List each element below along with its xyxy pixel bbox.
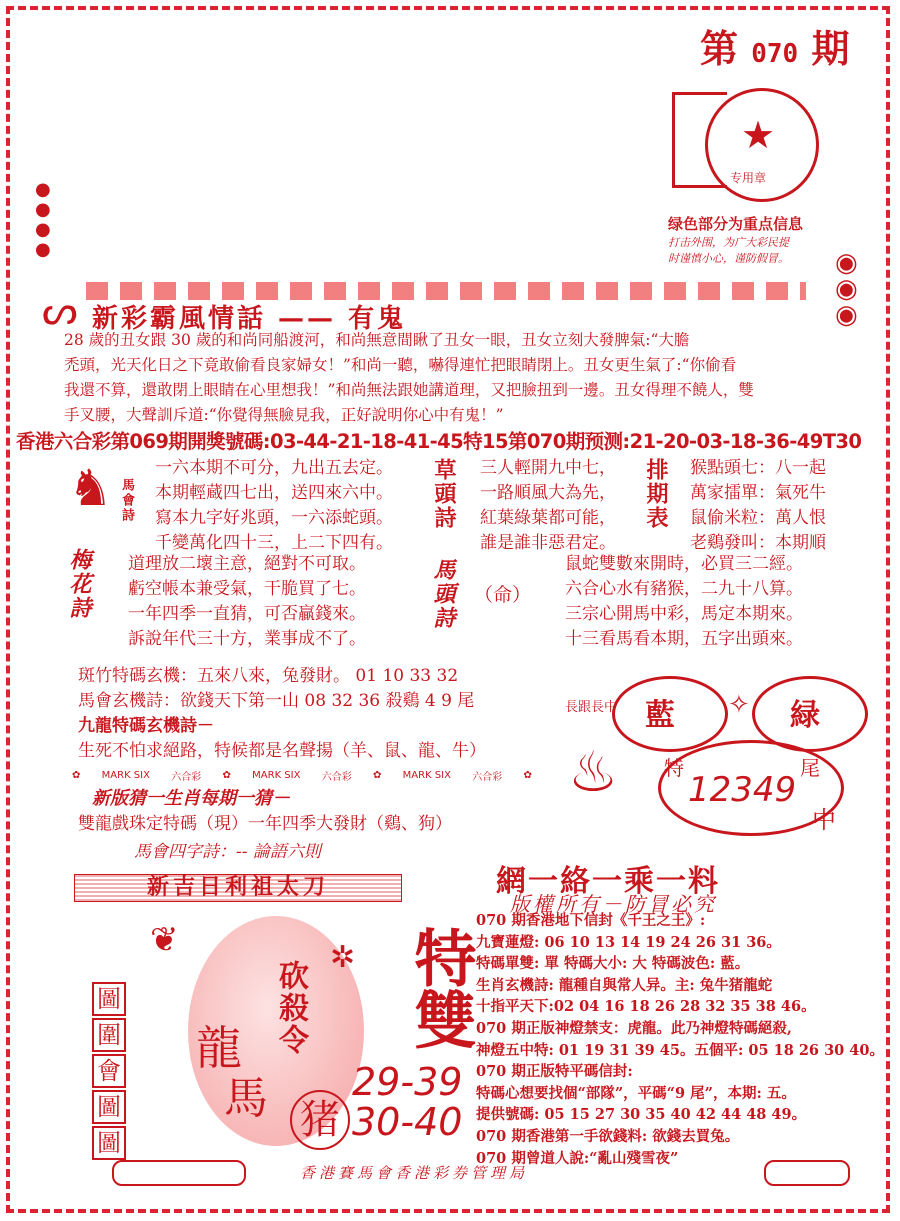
row-poem-line: 鼠偷米粒：萬人恨 <box>690 508 826 528</box>
sparkle-icon: ✲ <box>330 940 356 975</box>
flower-icon: ✿ <box>72 769 81 781</box>
blue-label: 藍 <box>645 698 675 733</box>
right-info-line: 神燈五中特: 01 19 31 39 45。五個平: 05 18 26 30 40。 <box>476 1041 884 1059</box>
right-info-line: 十指平天下:02 04 16 18 26 28 32 35 38 46。 <box>476 998 816 1016</box>
marksix-brand: 六合彩 <box>171 771 202 783</box>
story-title: 新彩霸風情話 —— 有鬼 <box>92 304 407 334</box>
flower-icon: ✿ <box>222 769 231 781</box>
marksix-brand: 六合彩 <box>321 771 352 783</box>
special-double: 特雙 <box>404 926 477 1050</box>
right-verse-line: 十三看馬看本期，五字出頭來。 <box>565 629 803 649</box>
right-info-line: 特碼單雙: 單 特碼大小: 大 特碼波色: 藍。 <box>476 955 750 973</box>
right-info-block <box>476 910 884 1169</box>
issue-suffix: 期 <box>811 26 850 71</box>
fish-icon: ❦ <box>150 920 179 960</box>
sparkle-icon: ✧ <box>728 690 750 720</box>
coin-icon: ◉ ◉ ◉ <box>835 248 858 330</box>
right-info-line: 提供號碼: 05 15 27 30 35 40 42 44 48 49。 <box>476 1106 807 1124</box>
stamp-text: 专用章 <box>730 171 767 185</box>
issue-header <box>700 18 849 73</box>
horse-poem-line: 本期輕蔵四七出，送四來六中。 <box>155 483 393 503</box>
issue-number: 070 <box>751 39 799 69</box>
horse-club-mystery: 馬會玄機詩：欲錢天下第一山 08 32 36 殺鷄 4 9 尾 <box>78 691 475 711</box>
grass-poem-line: 一路順風大為先， <box>480 483 616 503</box>
net-banner-subtitle: 版權所有－防冒必究 <box>510 892 717 916</box>
number-range-2: 30-40 <box>352 1100 463 1144</box>
grass-poem-line: 紅葉綠葉都可能， <box>480 508 616 528</box>
horse-poem-line: 寫本九字好兆頭，一六添蛇頭。 <box>155 508 393 528</box>
right-verse-line: 鼠蛇雙數來開時，必買三二經。 <box>565 554 803 574</box>
right-info-line: 070 期正版特平碼信封: <box>476 1063 633 1081</box>
story-line: 我還不算，還敢閉上眼睛在心里想我！”和尚無法跟她講道理，又把臉扭到一邊。丑女得理不饒人，雙 <box>64 381 754 399</box>
story-line: 28 歲的丑女跟 30 歲的和尚同船渡河，和尚無意間瞅了丑女一眼，丑女立刻大發脾氣:“大膽 <box>64 331 690 349</box>
lucky-bar <box>74 874 402 902</box>
star-icon: ★ <box>741 113 776 157</box>
four-word-poem: 馬會四字詩：-- 論語六則 <box>134 842 321 862</box>
grass-poem-line: 誰是誰非惡君定。 <box>480 533 616 553</box>
horse-head-icon: ♞ <box>68 459 113 517</box>
coin-icon: ● ● ● ● <box>35 179 51 260</box>
green-note-title: 绿色部分为重点信息 <box>668 215 804 233</box>
pig-char: 猪 <box>290 1090 350 1150</box>
story-line: 禿頭，光天化日之下竟敢偷看良家婦女！”和尚一聽，嚇得連忙把眼睛閉上。丑女更生氣了:“你偷看 <box>64 356 737 374</box>
right-verse-line: 六合心水有豬猴，二九十八算。 <box>565 579 803 599</box>
bamboo-mystery: 斑竹特碼玄機：五來八來，兔發財。 01 10 33 32 <box>78 666 459 686</box>
side-char: 圍 <box>92 1018 126 1052</box>
side-char: 圖 <box>92 982 126 1016</box>
long-follow-label: 長跟長中 <box>565 700 618 715</box>
plum-poem-line: 道理放二壞主意，絕對不可取。 <box>128 554 366 574</box>
tail-label: 尾 <box>800 756 820 780</box>
plum-poem-label: 梅花詩 <box>66 548 92 620</box>
marksix-strip <box>72 766 532 784</box>
marksix-label: MARK SIX <box>402 769 451 781</box>
lucky-bar-text: 新吉日利祖太刀 <box>146 875 329 900</box>
nine-dragon-line: 生死不怕求絕路，特候都是名聲揚（羊、鼠、龍、牛） <box>78 741 486 761</box>
horse-poem-line: 千變萬化四十三，上二下四有。 <box>155 533 393 553</box>
flower-icon: ✿ <box>523 769 532 781</box>
green-note-line: 时谨慎小心，谨防假冒。 <box>668 252 789 265</box>
story-line: 手叉腰，大聲訓斥道:“你覺得無臉見我，正好說明你心中有鬼！” <box>64 406 504 424</box>
right-verse-line: 三宗心開馬中彩，馬定本期來。 <box>565 604 803 624</box>
footer-ornament-left <box>112 1160 246 1186</box>
kill-order: 砍殺令 <box>273 960 308 1056</box>
footer-ornament-right <box>764 1160 850 1186</box>
green-label: 緑 <box>790 698 820 733</box>
grass-poem-line: 三人輕開九中七， <box>480 458 616 478</box>
plum-poem-line: 訴說年代三十方，業事成不了。 <box>128 629 366 649</box>
marksix-brand: 六合彩 <box>472 771 503 783</box>
side-char-column <box>92 982 126 1160</box>
double-dragon: 雙龍戲珠定特碼（現）一年四季大發財（鷄、狗） <box>78 814 452 834</box>
horse-poem-line: 一六本期不可分，九出五去定。 <box>155 458 393 478</box>
horse-poem-label: 馬會詩 <box>119 478 134 523</box>
row-poem-label: 排期表 <box>643 458 668 530</box>
tail-digits: 12349 <box>688 770 797 810</box>
net-banner-title: 網一絡一乘一料 <box>496 864 720 899</box>
right-info-line: 070 期正版神燈禁支：虎龍。此乃神燈特碼絕殺, <box>476 1019 792 1037</box>
special-label: 特 <box>664 756 684 780</box>
side-char: 圖 <box>92 1090 126 1124</box>
horse-head-poem-tag: （命） <box>474 584 532 606</box>
side-char: 會 <box>92 1054 126 1088</box>
plum-poem-line: 一年四季一直猜，可否贏錢來。 <box>128 604 366 624</box>
grass-poem-label: 草頭詩 <box>431 458 456 530</box>
flower-icon: ✿ <box>373 769 382 781</box>
number-range-1: 29-39 <box>352 1060 463 1104</box>
horse-head-poem-label: 馬頭詩 <box>430 558 456 630</box>
nine-dragon-title: 九龍特碼玄機詩－ <box>78 716 214 736</box>
flame-icon: ᔕ <box>42 288 78 334</box>
official-stamp <box>705 88 819 202</box>
right-info-line: 九寶蓮燈: 06 10 13 14 19 24 26 31 36。 <box>476 933 781 951</box>
green-note-line: 打击外围，为广大彩民提 <box>668 236 789 249</box>
result-bar: 香港六合彩第069期開獎號碼:03-44-21-18-41-45特15第070期预测:21-20-03-18-36-49T30 <box>16 430 862 453</box>
right-info-line: 070 期香港第一手欲錢料: 欲錢去買兔。 <box>476 1127 740 1145</box>
money-pot-icon: ♨ <box>568 740 619 805</box>
marksix-label: MARK SIX <box>252 769 301 781</box>
footer-text: 香港賽馬會香港彩券管理局 <box>300 1164 529 1182</box>
right-info-line: 070 期曾道人說:“亂山殘雪夜” <box>476 1149 679 1167</box>
issue-prefix: 第 <box>700 26 739 71</box>
marksix-label: MARK SIX <box>101 769 150 781</box>
zhong-label: 中 <box>812 806 836 834</box>
right-info-line: 生肖玄機詩: 龍種自與常人异。主: 兔牛猪龍蛇 <box>476 976 773 994</box>
row-poem-line: 猴點頭七：八一起 <box>690 458 826 478</box>
green-note <box>668 213 844 266</box>
new-guess: 新版猜一生肖每期一猜－ <box>92 788 290 809</box>
row-poem-line: 老鷄發叫：本期順 <box>690 533 826 553</box>
right-info-line: 070 期香港地下信封《千王之王》: <box>476 912 706 929</box>
dragon-char: 龍 <box>196 1021 242 1075</box>
side-char: 圖 <box>92 1126 126 1160</box>
horse-char: 馬 <box>224 1073 268 1124</box>
row-poem-line: 萬家擂單：氣死牛 <box>690 483 826 503</box>
right-info-line: 特碼心想要找個“部隊”，平碼“9 尾”，本期: 五。 <box>476 1084 796 1102</box>
plum-poem-line: 虧空帳本兼受氣，干脆買了七。 <box>128 579 366 599</box>
